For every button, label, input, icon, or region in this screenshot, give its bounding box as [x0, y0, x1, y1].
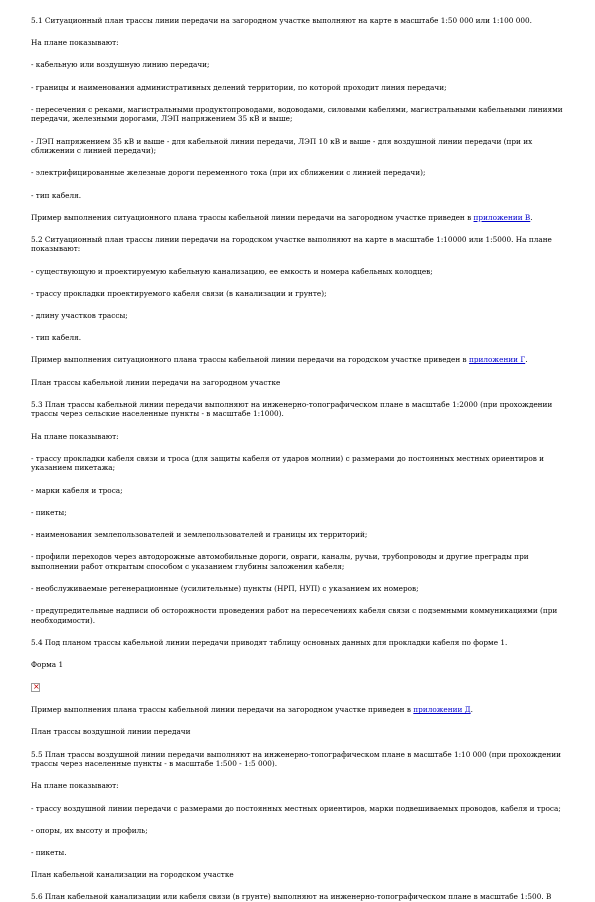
paragraph-punct: .: [530, 212, 533, 222]
list-item-text: - пересечения с реками, магистральными продуктопроводами, водоводами, силовыми кабелями, магистральными кабельными линиями передачи, железными дорогами, ЛЭП напряжением 35 кВ и выше;: [31, 104, 563, 124]
list-item-text: - пикеты;: [31, 507, 67, 517]
list-item-text: - кабельную или воздушную линию передачи;: [31, 60, 210, 70]
paragraph-text: 5.4 Под планом трассы кабельной линии передачи приводят таблицу основных данных для прокладки кабеля по форме 1.: [31, 637, 508, 647]
list-item-text: - существующую и проектируемую кабельную канализацию, ее емкость и номера кабельных колодцев;: [31, 266, 433, 276]
list-item: [31, 267, 567, 277]
paragraph-5-4: [31, 638, 567, 648]
list-item: [31, 333, 567, 343]
list-item: [31, 191, 567, 201]
heading-text: План трассы воздушной линии передачи: [31, 727, 191, 737]
appendix-v-link[interactable]: приложении В: [473, 212, 531, 222]
paragraph-text: 5.6 План кабельной канализации или кабеля связи (в грунте) выполняют на инженерно-топографическом плане в масштабе 1:500. В: [31, 892, 552, 902]
list-item-text: - электрифицированные железные дороги переменного тока (при их сближении с линией передачи);: [31, 168, 426, 178]
broken-image-icon: [31, 683, 40, 692]
section-heading: [31, 378, 567, 388]
list-item: [31, 454, 567, 473]
list-item-text: - профили переходов через автодорожные автомобильные дороги, овраги, каналы, ручьи, трубопроводы и другие преграды при выполнении работ открытым способом с указанием глубины заложения кабеля;: [31, 552, 529, 571]
paragraph-text: 5.3 План трассы кабельной линии передачи выполняют на инженерно-топографическом плане в масштабе 1:2000 (при прохождении трассы через сельские населенные пункты - в масштабе 1:1000).: [31, 399, 553, 419]
example-reference-b: [31, 213, 567, 223]
paragraph-plan-shows: [31, 781, 567, 791]
list-item: [31, 137, 567, 156]
list-item: [31, 826, 567, 836]
list-item-text: - границы и наименования административных делений территории, по которой проходит линия передачи;: [31, 82, 447, 92]
heading-text: План трассы кабельной линии передачи на загородном участке: [31, 377, 281, 387]
paragraph-punct: .: [470, 705, 473, 715]
paragraph-punct: .: [525, 355, 528, 365]
paragraph-text: 5.2 Ситуационный план трассы линии передачи на городском участке выполняют на карте в масштабе 1:10000 или 1:5000. На плане показывают:: [31, 234, 552, 254]
list-item: [31, 60, 567, 70]
form-label-text: Форма 1: [31, 660, 64, 670]
list-item: [31, 486, 567, 496]
list-item-text: - ЛЭП напряжением 35 кВ и выше - для кабельной линии передачи, ЛЭП 10 кВ и выше - для воздушной линии передачи (при их сближении с линией передачи);: [31, 136, 533, 156]
list-item: [31, 848, 567, 858]
appendix-g-link[interactable]: приложении Г: [468, 355, 526, 365]
paragraph-5-1: [31, 16, 567, 26]
example-reference-g: [31, 355, 567, 365]
appendix-d-link[interactable]: приложении Д: [413, 705, 471, 715]
paragraph-text: Пример выполнения ситуационного плана трассы кабельной линии передачи на загородном участке приведен в: [31, 212, 474, 222]
list-item: [31, 584, 567, 594]
list-item: [31, 83, 567, 93]
list-item: [31, 289, 567, 299]
paragraph-5-2: [31, 235, 567, 254]
list-item: [31, 311, 567, 321]
list-item-text: - наименования землепользователей и землепользователей и границы их территорий;: [31, 529, 368, 539]
list-item-text: - необслуживаемые регенерационные (усилительные) пункты (НРП, НУП) с указанием их номеров;: [31, 583, 419, 593]
list-item: [31, 508, 567, 518]
paragraph-text: На плане показывают:: [31, 781, 119, 791]
paragraph-text: Пример выполнения ситуационного плана трассы кабельной линии передачи на городском участке приведен в: [31, 355, 469, 365]
heading-text: План кабельной канализации на городском участке: [31, 870, 234, 880]
paragraph-plan-shows: [31, 432, 567, 442]
paragraph-5-3: [31, 400, 567, 419]
list-item-text: - длину участков трассы;: [31, 311, 128, 321]
list-item-text: - предупредительные надписи об осторожности проведения работ на пересечениях кабеля связи с подземными коммуникациями (при необходимости).: [31, 606, 558, 625]
list-item: [31, 804, 567, 814]
list-item: [31, 168, 567, 178]
paragraph-5-5: [31, 750, 567, 769]
list-item-text: - опоры, их высоту и профиль;: [31, 825, 148, 835]
section-heading: [31, 870, 567, 880]
list-item-text: - тип кабеля.: [31, 190, 82, 200]
section-heading: [31, 727, 567, 737]
paragraph-5-6: [31, 892, 567, 902]
paragraph-text: На плане показывают:: [31, 38, 119, 48]
paragraph-text: 5.1 Ситуационный план трассы линии передачи на загородном участке выполняют на карте в масштабе 1:50 000 или 1:100 000.: [31, 16, 532, 25]
list-item-text: - трассу прокладки проектируемого кабеля связи (в канализации и грунте);: [31, 288, 327, 298]
paragraph-text: На плане показывают:: [31, 431, 119, 441]
paragraph-text: 5.5 План трассы воздушной линии передачи выполняют на инженерно-топографическом плане в масштабе 1:10 000 (при прохождении трассы через населенные пункты - в масштабе 1:500 - 1:5 000).: [31, 749, 562, 769]
form-label: [31, 660, 567, 670]
list-item: [31, 530, 567, 540]
list-item: [31, 606, 567, 625]
list-item-text: - трассу прокладки кабеля связи и троса (для защиты кабеля от ударов молнии) с размерами до постоянных местных ориентиров и указанием пикетажа;: [31, 453, 544, 473]
paragraph-plan-shows: [31, 38, 567, 48]
paragraph-text: Пример выполнения плана трассы кабельной линии передачи на загородном участке приведен в: [31, 705, 414, 715]
list-item: [31, 552, 567, 571]
example-reference-d: [31, 705, 567, 715]
list-item-text: - тип кабеля.: [31, 333, 82, 343]
list-item-text: - трассу воздушной линии передачи с размерами до постоянных местных ориентиров, марки подвешиваемых проводов, кабеля и троса;: [31, 803, 561, 813]
list-item-text: - марки кабеля и троса;: [31, 485, 123, 495]
list-item: [31, 105, 567, 124]
list-item-text: - пикеты.: [31, 847, 67, 857]
